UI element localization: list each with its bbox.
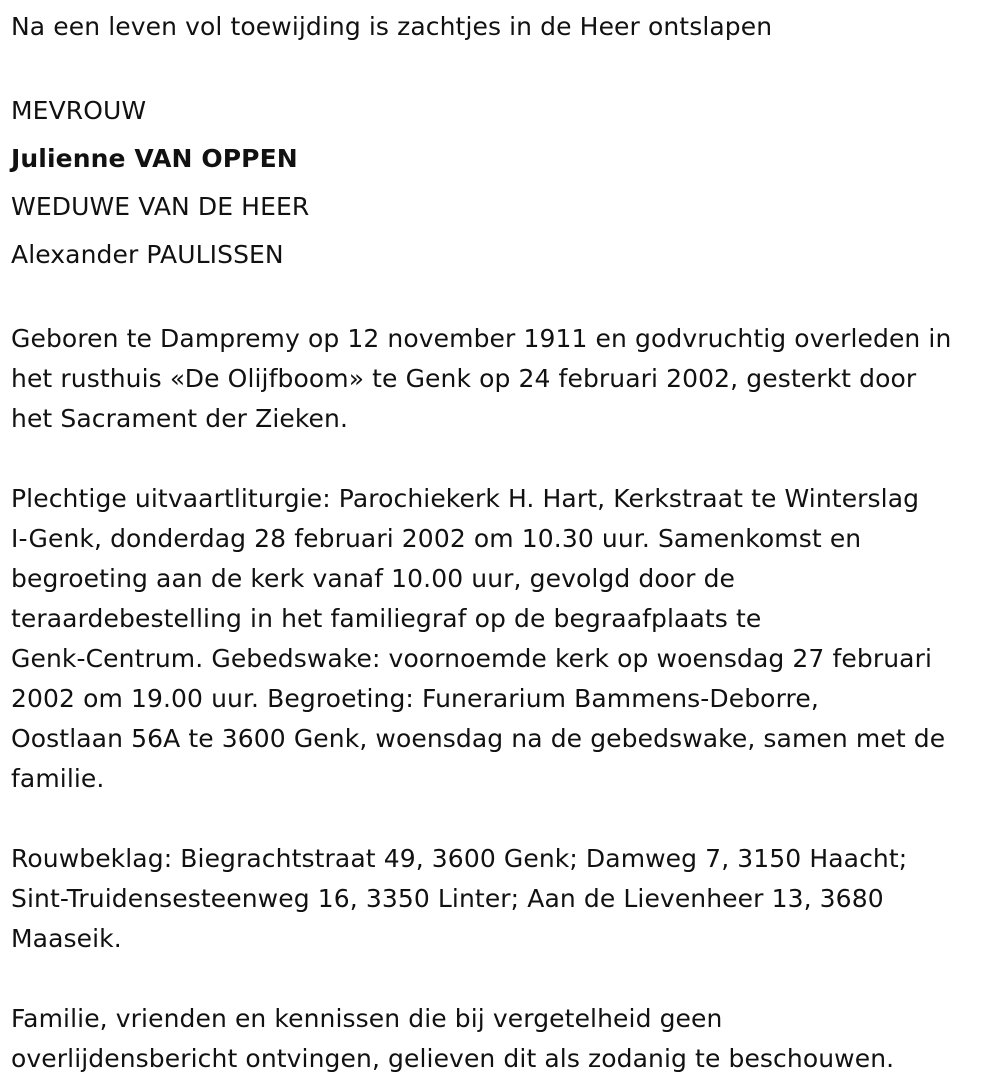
title-text: MEVROUW [11,96,147,125]
paragraph-line: familie. [11,764,105,793]
relation-text: WEDUWE VAN DE HEER [11,192,310,221]
spouse-name: Alexander PAULISSEN [11,240,284,269]
paragraph-line: Plechtige uitvaartliturgie: Parochiekerk H. Hart, Kerkstraat te Winterslag [11,484,920,513]
deceased-header [11,87,1000,279]
birth-paragraph [11,319,1000,439]
paragraph-line: overlijdensbericht ontvingen, gelieven dit als zodanig te beschouwen. [11,1044,895,1073]
closing-paragraph [11,999,1000,1079]
paragraph-line: het rusthuis «De Olijfboom» te Genk op 24 februari 2002, gesterkt door [11,364,917,393]
paragraph-line: Familie, vrienden en kennissen die bij vergetelheid geen [11,1004,723,1033]
intro-text: Na een leven vol toewijding is zachtjes in de Heer ontslapen [11,12,773,41]
paragraph-line: Genk-Centrum. Gebedswake: voornoemde kerk op woensdag 27 februari [11,644,933,673]
condolence-paragraph [11,839,1000,959]
paragraph-line: Geboren te Dampremy op 12 november 1911 en godvruchtig overleden in [11,324,952,353]
paragraph-line: I-Genk, donderdag 28 februari 2002 om 10.30 uur. Samenkomst en [11,524,862,553]
deceased-name: Julienne VAN OPPEN [11,144,298,173]
paragraph-line: begroeting aan de kerk vanaf 10.00 uur, gevolgd door de [11,564,736,593]
paragraph-line: 2002 om 19.00 uur. Begroeting: Funerarium Bammens-Deborre, [11,684,819,713]
paragraph-line: Oostlaan 56A te 3600 Genk, woensdag na de gebedswake, samen met de [11,724,946,753]
funeral-paragraph [11,479,1000,799]
paragraph-line: het Sacrament der Zieken. [11,404,349,433]
paragraph-line: teraardebestelling in het familiegraf op de begraafplaats te [11,604,762,633]
paragraph-line: Rouwbeklag: Biegrachtstraat 49, 3600 Genk; Damweg 7, 3150 Haacht; [11,844,908,873]
paragraph-line: Sint-Truidensesteenweg 16, 3350 Linter; Aan de Lievenheer 13, 3680 [11,884,884,913]
paragraph-line: Maaseik. [11,924,122,953]
